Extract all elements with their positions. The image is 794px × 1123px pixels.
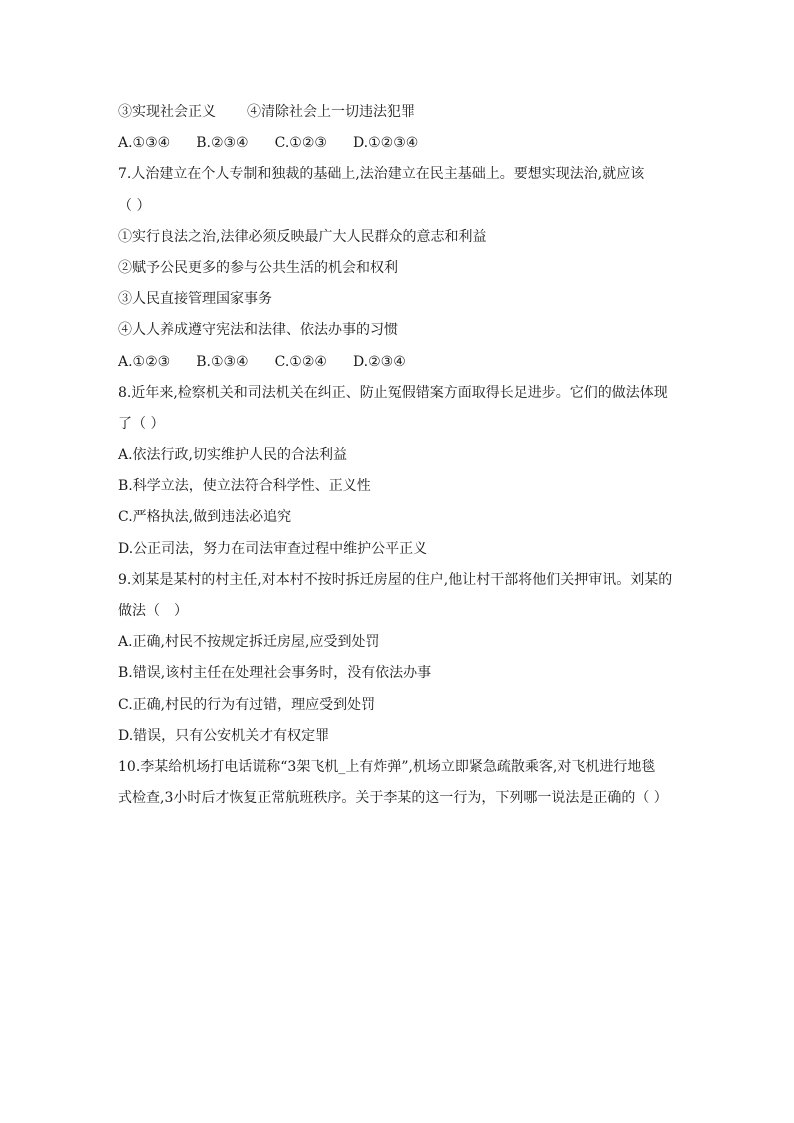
q8-option-a: A.依法行政,切实维护人民的合法利益 [118, 447, 348, 464]
q10-stem-line-1: 10.李某给机场打电话谎称“3架飞机_上有炸弹”,机场立即紧急疏散乘客,对飞机进行地毯 [118, 758, 656, 775]
q7-choice-c: C.①②④ [274, 353, 327, 370]
q6-statement-4: ④清除社会上一切违法犯罪 [247, 104, 415, 120]
q9-stem-line-2: 做法（ ） [118, 603, 188, 619]
q6-statements-row [118, 97, 718, 128]
q6-choice-a: A.①③④ [118, 135, 171, 152]
q7-choice-a: A.①②③ [118, 353, 171, 370]
q9-stem-line-1: 9.刘某是某村的村主任,对本村不按时拆迁房屋的住户,他让村干部将他们关押审讯。刘某的 [118, 571, 673, 588]
q6-choices-row [118, 128, 718, 159]
q7-statement-4: ④人人养成遵守宪法和法律、依法办事的习惯 [118, 322, 398, 339]
q8-option-d: D.公正司法，努力在司法审查过程中维护公平正义 [118, 540, 428, 557]
q7-choices-row [118, 347, 718, 378]
q6-choice-b: B.②③④ [196, 135, 249, 152]
q6-choice-c: C.①②③ [274, 135, 327, 152]
q7-choice-b: B.①③④ [196, 353, 249, 370]
exam-content [118, 97, 718, 814]
q7-statement-1: ①实行良法之治,法律必须反映最广大人民群众的意志和利益 [118, 228, 487, 245]
q8-option-c: C.严格执法,做到违法必追究 [118, 509, 292, 526]
q8-stem-line-1: 8.近年来,检察机关和司法机关在纠正、防止冤假错案方面取得长足进步。它们的做法体现 [118, 384, 668, 401]
q7-stem-line-2: （ ） [118, 197, 151, 214]
q7-choice-d: D.②③④ [352, 353, 406, 370]
q9-option-a: A.正确,村民不按规定拆迁房屋,应受到处罚 [118, 634, 380, 651]
q9-option-b: B.错误,该村主任在处理社会事务时，没有依法办事 [118, 665, 432, 682]
q10-stem-line-2: 式检查,3小时后才恢复正常航班秩序。关于李某的这一行为，下列哪一说法是正确的（ ） [118, 790, 668, 807]
q7-statement-2: ②赋予公民更多的参与公共生活的机会和权利 [118, 259, 398, 276]
q7-stem-line-1: 7.人治建立在个人专制和独裁的基础上,法治建立在民主基础上。要想实现法治,就应该 [118, 166, 645, 183]
q8-option-b: B.科学立法，使立法符合科学性、正义性 [118, 478, 371, 495]
q8-stem-line-2: 了（ ） [118, 415, 165, 432]
q6-statement-3: ③实现社会正义 [118, 104, 216, 120]
q7-statement-3: ③人民直接管理国家事务 [118, 291, 272, 308]
q9-option-d: D.错误，只有公安机关才有权定罪 [118, 727, 330, 744]
q9-option-c: C.正确,村民的行为有过错，理应受到处罚 [118, 696, 376, 713]
q6-choice-d: D.①②③④ [352, 135, 419, 152]
